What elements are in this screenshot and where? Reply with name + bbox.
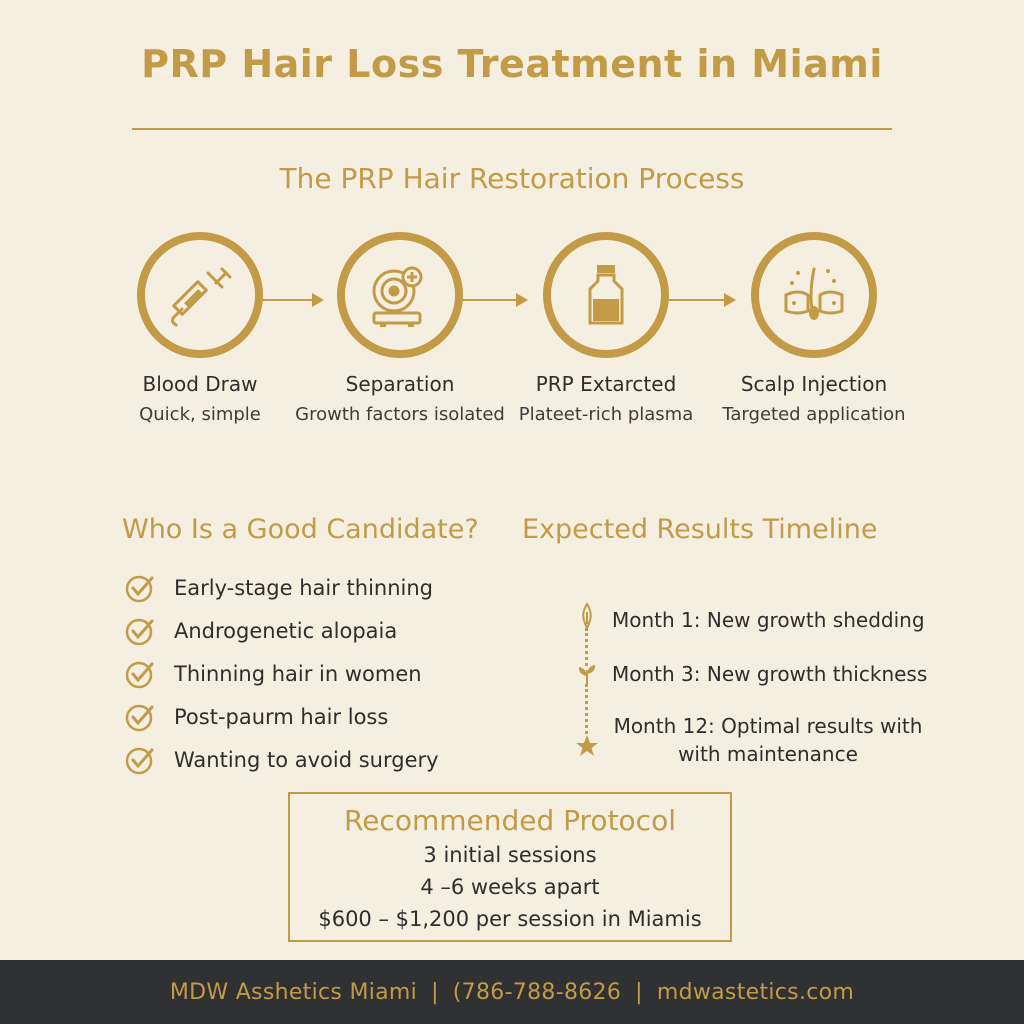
timeline-item	[608, 712, 928, 768]
hair-follicle-icon	[778, 259, 850, 331]
sprout-icon	[576, 662, 598, 688]
timeline-item-line: Month 12: Optimal results with	[613, 714, 923, 738]
protocol-line: 3 initial sessions	[423, 843, 597, 867]
list-item-label: Androgenetic alopaia	[174, 618, 398, 643]
process-step-prp-extracted	[496, 232, 716, 425]
step-circle	[751, 232, 877, 358]
title-divider	[132, 128, 892, 130]
step-label: Blood Draw	[142, 372, 258, 396]
check-circle-icon	[124, 658, 156, 690]
footer-phone[interactable]: (786-788-8626	[452, 979, 622, 1005]
process-step-separation	[290, 232, 510, 425]
protocol-line: $600 – $1,200 per session in Miamis	[318, 907, 702, 931]
footer-separator: |	[431, 979, 439, 1005]
timeline-connector	[585, 628, 588, 666]
step-circle	[543, 232, 669, 358]
centrifuge-icon	[364, 259, 436, 331]
check-circle-icon	[124, 744, 156, 776]
flame-icon	[578, 602, 596, 630]
timeline-connector	[585, 684, 588, 734]
list-item	[124, 738, 439, 781]
process-heading: The PRP Hair Restoration Process	[279, 162, 745, 195]
process-step-scalp-injection	[704, 232, 924, 425]
protocol-heading: Recommended Protocol	[344, 804, 676, 837]
candidate-list	[124, 566, 439, 781]
step-subtitle: Plateet-rich plasma	[518, 404, 694, 425]
step-label: Separation	[345, 372, 455, 396]
star-icon	[575, 734, 599, 758]
timeline-heading: Expected Results Timeline	[522, 514, 878, 545]
protocol-line: 4 –6 weeks apart	[420, 875, 600, 899]
timeline-item: Month 1: New growth shedding	[612, 608, 925, 632]
check-circle-icon	[124, 615, 156, 647]
step-label: Scalp Injection	[740, 372, 888, 396]
footer-separator: |	[635, 979, 643, 1005]
step-subtitle: Growth factors isolated	[295, 404, 505, 425]
list-item	[124, 609, 439, 652]
step-subtitle: Targeted application	[722, 404, 906, 425]
footer-website-link[interactable]: mdwastetics.com	[656, 979, 855, 1005]
process-step-blood-draw	[90, 232, 310, 425]
list-item-label: Thinning hair in women	[174, 661, 422, 686]
vial-icon	[570, 259, 642, 331]
step-circle	[137, 232, 263, 358]
footer-bar	[0, 960, 1024, 1024]
step-label: PRP Extarcted	[535, 372, 677, 396]
footer-business-name: MDW Asshetics Miami	[169, 979, 418, 1005]
step-subtitle: Quick, simple	[139, 404, 261, 425]
timeline-item-line: with maintenance	[678, 742, 858, 766]
list-item	[124, 695, 439, 738]
list-item	[124, 652, 439, 695]
check-circle-icon	[124, 701, 156, 733]
candidates-heading: Who Is a Good Candidate?	[122, 514, 479, 545]
syringe-icon	[164, 259, 236, 331]
page-title: PRP Hair Loss Treatment in Miami	[141, 42, 883, 86]
check-circle-icon	[124, 572, 156, 604]
recommended-protocol-box	[288, 792, 732, 942]
step-circle	[337, 232, 463, 358]
results-timeline	[572, 600, 972, 780]
list-item	[124, 566, 439, 609]
list-item-label: Post-paurm hair loss	[174, 704, 389, 729]
timeline-item: Month 3: New growth thickness	[612, 662, 928, 686]
list-item-label: Wanting to avoid surgery	[174, 747, 439, 772]
list-item-label: Early-stage hair thinning	[174, 575, 434, 600]
